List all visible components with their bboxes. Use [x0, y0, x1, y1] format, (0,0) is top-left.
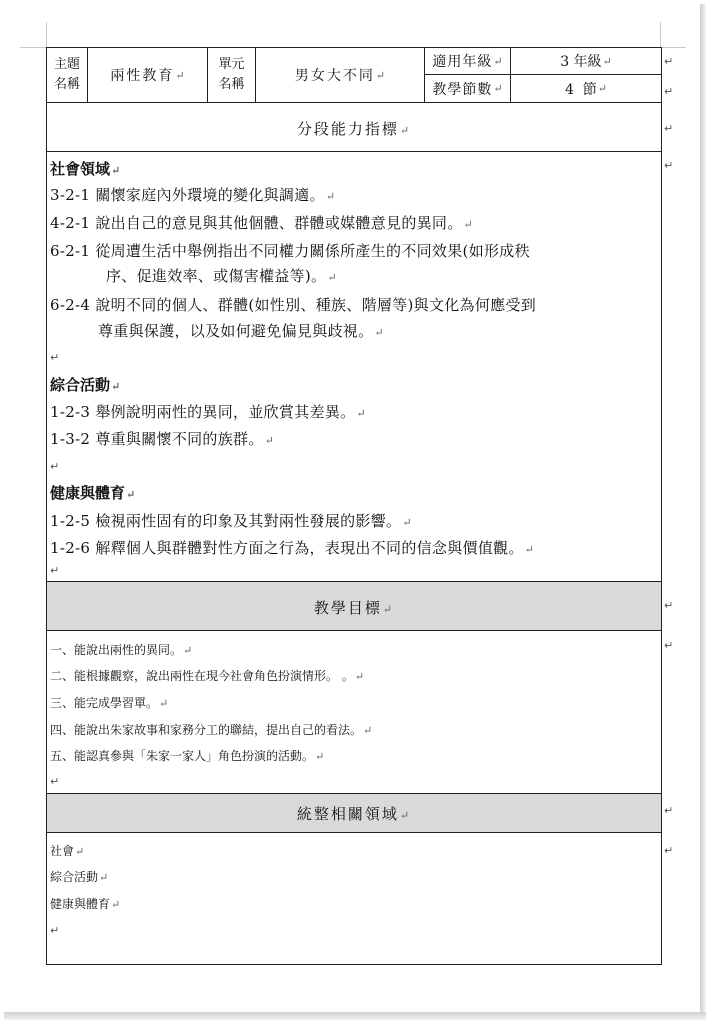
margin-guide — [20, 47, 46, 48]
activities-item: 1-2-3 舉例說明兩性的異同，並欣賞其差異。↵ — [50, 403, 366, 421]
periods-value: 4 節 — [564, 81, 597, 98]
margin-guide — [660, 22, 661, 48]
social-heading: 社會領域↵ — [50, 160, 121, 178]
paragraph-mark: ↵ — [664, 599, 674, 612]
paragraph-mark: ↵ — [664, 55, 674, 68]
health-heading: 健康與體育↵ — [50, 484, 136, 502]
paragraph-mark: ↵ — [597, 82, 608, 95]
periods-value-cell — [511, 75, 661, 102]
unit-label-line1: 單元 — [218, 57, 245, 72]
theme-value: 兩性教育 — [110, 68, 175, 84]
grade-value-cell — [511, 48, 661, 74]
social-item: 6-2-1 從周遭生活中舉例指出不同權力關係所產生的不同效果(如形成秩 — [50, 242, 530, 260]
social-item-continued: 序、促進效率、或傷害權益等)。↵ — [106, 267, 337, 285]
objective-item: 三、能完成學習單。↵ — [50, 696, 169, 710]
social-item-continued: 尊重與保護，以及如何避免偏見與歧視。↵ — [98, 322, 384, 340]
theme-value-cell — [88, 48, 207, 102]
paragraph-mark: ↵ — [175, 68, 185, 82]
unit-label-line2: 名稱 — [218, 77, 245, 92]
paragraph-mark: ↵ — [602, 54, 612, 68]
unit-value: 男女大不同 — [294, 68, 375, 84]
paragraph-mark: ↵ — [664, 122, 674, 135]
paragraph-mark: ↵ — [50, 775, 60, 788]
unit-value-cell — [256, 48, 424, 102]
objective-item: 五、能認真參與「朱家一家人」角色扮演的活動。↵ — [50, 749, 325, 763]
paragraph-mark: ↵ — [664, 639, 674, 652]
paragraph-mark: ↵ — [664, 804, 674, 817]
page-shadow-bottom — [4, 1012, 706, 1020]
margin-guide — [46, 22, 47, 48]
grade-value: 3 年級 — [560, 54, 602, 70]
paragraph-mark: ↵ — [50, 351, 60, 364]
paragraph-mark: ↵ — [664, 844, 674, 857]
social-item: 6-2-4 說明不同的個人、群體(如性別、種族、階層等)與文化為何應受到 — [50, 296, 537, 314]
indicators-title: 分段能力指標↵ — [296, 120, 412, 138]
health-item: 1-2-6 解釋個人與群體對性方面之行為，表現出不同的信念與價值觀。↵ — [50, 539, 535, 557]
paragraph-mark: ↵ — [664, 85, 674, 98]
social-item: 3-2-1 關懷家庭內外環境的變化與調適。↵ — [50, 186, 336, 204]
page-shadow-right — [700, 4, 706, 1020]
paragraph-mark: ↵ — [50, 460, 60, 473]
integration-item: 健康與體育↵ — [50, 897, 121, 911]
paragraph-mark: ↵ — [375, 68, 386, 82]
periods-label-cell — [425, 75, 510, 102]
paragraph-mark: ↵ — [50, 924, 60, 937]
row-divider — [46, 151, 662, 152]
theme-label-line2: 名稱 — [53, 77, 80, 92]
integration-item: 社會↵ — [50, 844, 85, 858]
objective-item: 二、能根據觀察，說出兩性在現今社會角色扮演情形。 。↵ — [50, 669, 365, 683]
objective-item: 四、能說出朱家故事和家務分工的聯結，提出自己的看法。↵ — [50, 723, 373, 737]
integration-title: 統整相關領域↵ — [296, 805, 412, 823]
theme-label-line1: 主題 — [53, 57, 80, 72]
margin-guide — [660, 47, 686, 48]
unit-label-cell — [208, 48, 255, 102]
health-item: 1-2-5 檢視兩性固有的印象及其對兩性發展的影響。↵ — [50, 512, 412, 530]
objectives-title: 教學目標↵ — [313, 599, 395, 617]
integration-item: 綜合活動↵ — [50, 870, 109, 884]
grade-label: 適用年級 — [432, 54, 493, 70]
paragraph-mark: ↵ — [50, 564, 60, 577]
row-divider — [46, 630, 662, 631]
paragraph-mark: ↵ — [493, 54, 503, 68]
paragraph-mark: ↵ — [664, 159, 674, 172]
theme-label-cell — [47, 48, 87, 102]
activities-item: 1-3-2 尊重與關懷不同的族群。↵ — [50, 430, 275, 448]
social-item: 4-2-1 說出自己的意見與其他個體、群體或媒體意見的異同。↵ — [50, 214, 474, 232]
row-divider — [46, 832, 662, 833]
paragraph-mark: ↵ — [493, 82, 503, 95]
grade-label-cell — [425, 48, 510, 74]
activities-heading: 綜合活動↵ — [50, 376, 121, 394]
row-divider — [46, 102, 662, 103]
periods-label: 教學節數 — [432, 81, 493, 98]
objective-item: 一、能說出兩性的異同。↵ — [50, 643, 193, 657]
